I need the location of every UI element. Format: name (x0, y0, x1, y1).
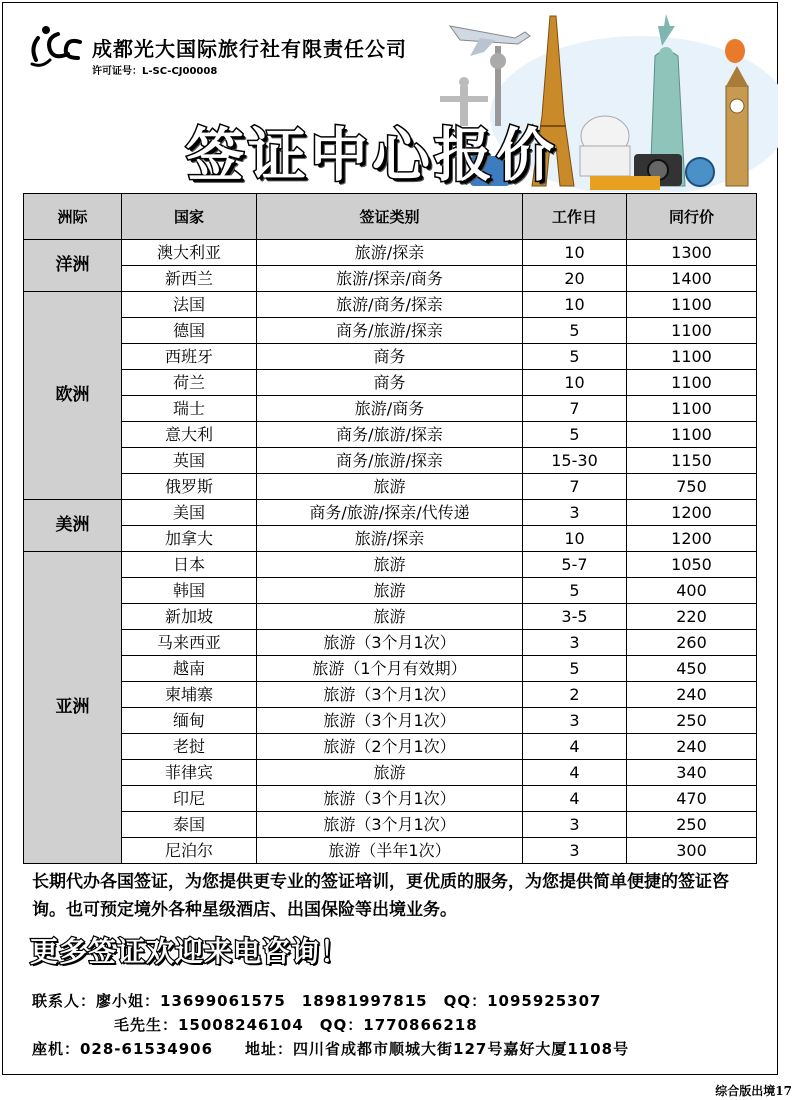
days-cell: 4 (523, 734, 627, 760)
table-row (24, 552, 757, 578)
table-row (24, 526, 757, 552)
country-cell: 法国 (122, 292, 257, 318)
visa-type-cell: 旅游（1个月有效期） (257, 656, 523, 682)
country-cell: 柬埔寨 (122, 682, 257, 708)
days-cell: 10 (523, 526, 627, 552)
days-cell: 10 (523, 240, 627, 266)
visa-type-cell: 旅游 (257, 474, 523, 500)
price-cell: 1400 (627, 266, 757, 292)
continent-cell: 亚洲 (24, 552, 122, 864)
continent-cell: 洋洲 (24, 240, 122, 292)
header-continent: 洲际 (24, 194, 122, 240)
page-title: 签证中心报价 (186, 121, 559, 189)
continent-cell: 美洲 (24, 500, 122, 552)
table-row (24, 240, 757, 266)
price-cell: 1100 (627, 344, 757, 370)
visa-type-cell: 旅游 (257, 760, 523, 786)
country-cell: 老挝 (122, 734, 257, 760)
table-header-row (24, 194, 757, 240)
visa-type-cell: 旅游（半年1次） (257, 838, 523, 864)
header-price: 同行价 (627, 194, 757, 240)
country-cell: 美国 (122, 500, 257, 526)
visa-type-cell: 旅游（3个月1次） (257, 786, 523, 812)
days-cell: 15-30 (523, 448, 627, 474)
country-cell: 尼泊尔 (122, 838, 257, 864)
price-cell: 1100 (627, 396, 757, 422)
table-row (24, 500, 757, 526)
days-cell: 10 (523, 292, 627, 318)
visa-type-cell: 旅游（3个月1次） (257, 708, 523, 734)
days-cell: 3 (523, 500, 627, 526)
price-cell: 1050 (627, 552, 757, 578)
days-cell: 3 (523, 708, 627, 734)
price-cell: 1200 (627, 526, 757, 552)
visa-type-cell: 旅游/探亲 (257, 240, 523, 266)
days-cell: 5 (523, 422, 627, 448)
price-cell: 1100 (627, 318, 757, 344)
price-cell: 1100 (627, 370, 757, 396)
country-cell: 荷兰 (122, 370, 257, 396)
country-cell: 意大利 (122, 422, 257, 448)
visa-type-cell: 旅游 (257, 604, 523, 630)
contact-line-2: 毛先生：15008246104 QQ：1770866218 (114, 1016, 478, 1034)
days-cell: 3 (523, 812, 627, 838)
price-cell: 300 (627, 838, 757, 864)
price-cell: 250 (627, 708, 757, 734)
visa-type-cell: 商务/旅游/探亲 (257, 448, 523, 474)
country-cell: 缅甸 (122, 708, 257, 734)
price-cell: 1100 (627, 422, 757, 448)
price-cell: 470 (627, 786, 757, 812)
page-footer: 综合版出境17 (715, 1084, 792, 1098)
price-cell: 220 (627, 604, 757, 630)
days-cell: 5 (523, 578, 627, 604)
country-cell: 越南 (122, 656, 257, 682)
visa-type-cell: 旅游 (257, 552, 523, 578)
visa-type-cell: 商务 (257, 370, 523, 396)
table-row (24, 448, 757, 474)
visa-type-cell: 商务/旅游/探亲 (257, 422, 523, 448)
visa-type-cell: 旅游/探亲 (257, 526, 523, 552)
price-cell: 1200 (627, 500, 757, 526)
service-description: 长期代办各国签证，为您提供更专业的签证培训，更优质的服务，为您提供简单便捷的签证咨询。也可预定境外各种星级酒店、出国保险等出境业务。 (32, 872, 729, 920)
days-cell: 10 (523, 370, 627, 396)
country-cell: 澳大利亚 (122, 240, 257, 266)
table-row (24, 318, 757, 344)
consult-banner: 更多签证欢迎来电咨询！ (30, 935, 350, 968)
table-row (24, 708, 757, 734)
days-cell: 3-5 (523, 604, 627, 630)
country-cell: 俄罗斯 (122, 474, 257, 500)
contact-line-1: 联系人：廖小姐：13699061575 18981997815 QQ：1095925307 (32, 992, 602, 1010)
country-cell: 马来西亚 (122, 630, 257, 656)
table-row (24, 292, 757, 318)
visa-type-cell: 商务/旅游/探亲 (257, 318, 523, 344)
price-cell: 250 (627, 812, 757, 838)
days-cell: 5 (523, 344, 627, 370)
company-logo-icon (28, 20, 86, 68)
visa-type-cell: 旅游/商务 (257, 396, 523, 422)
days-cell: 20 (523, 266, 627, 292)
table-row (24, 474, 757, 500)
table-row (24, 396, 757, 422)
visa-type-cell: 旅游（3个月1次） (257, 630, 523, 656)
price-cell: 1300 (627, 240, 757, 266)
table-row (24, 734, 757, 760)
days-cell: 2 (523, 682, 627, 708)
days-cell: 7 (523, 396, 627, 422)
country-cell: 瑞士 (122, 396, 257, 422)
price-cell: 400 (627, 578, 757, 604)
days-cell: 7 (523, 474, 627, 500)
visa-type-cell: 商务/旅游/探亲/代传递 (257, 500, 523, 526)
days-cell: 4 (523, 786, 627, 812)
visa-type-cell: 旅游（3个月1次） (257, 812, 523, 838)
table-row (24, 838, 757, 864)
country-cell: 加拿大 (122, 526, 257, 552)
price-cell: 240 (627, 682, 757, 708)
company-name: 成都光大国际旅行社有限责任公司 (92, 37, 407, 61)
table-row (24, 760, 757, 786)
days-cell: 5-7 (523, 552, 627, 578)
price-cell: 260 (627, 630, 757, 656)
table-row (24, 422, 757, 448)
table-row (24, 266, 757, 292)
table-row (24, 370, 757, 396)
table-row (24, 604, 757, 630)
visa-type-cell: 旅游/商务/探亲 (257, 292, 523, 318)
visa-type-cell: 商务 (257, 344, 523, 370)
price-cell: 1100 (627, 292, 757, 318)
header-work-days: 工作日 (523, 194, 627, 240)
country-cell: 德国 (122, 318, 257, 344)
days-cell: 3 (523, 838, 627, 864)
country-cell: 日本 (122, 552, 257, 578)
visa-type-cell: 旅游 (257, 578, 523, 604)
country-cell: 英国 (122, 448, 257, 474)
table-row (24, 812, 757, 838)
price-cell: 340 (627, 760, 757, 786)
header-visa-type: 签证类别 (257, 194, 523, 240)
country-cell: 泰国 (122, 812, 257, 838)
continent-cell: 欧洲 (24, 292, 122, 500)
country-cell: 菲律宾 (122, 760, 257, 786)
visa-type-cell: 旅游（2个月1次） (257, 734, 523, 760)
table-row (24, 786, 757, 812)
table-row (24, 656, 757, 682)
visa-type-cell: 旅游（3个月1次） (257, 682, 523, 708)
days-cell: 5 (523, 318, 627, 344)
table-row (24, 578, 757, 604)
price-cell: 450 (627, 656, 757, 682)
license-number: 许可证号：L-SC-CJ00008 (92, 66, 218, 77)
visa-type-cell: 旅游/探亲/商务 (257, 266, 523, 292)
days-cell: 3 (523, 630, 627, 656)
days-cell: 5 (523, 656, 627, 682)
country-cell: 新西兰 (122, 266, 257, 292)
table-row (24, 344, 757, 370)
table-row (24, 682, 757, 708)
price-cell: 240 (627, 734, 757, 760)
price-cell: 750 (627, 474, 757, 500)
country-cell: 韩国 (122, 578, 257, 604)
country-cell: 新加坡 (122, 604, 257, 630)
table-row (24, 630, 757, 656)
country-cell: 西班牙 (122, 344, 257, 370)
header-country: 国家 (122, 194, 257, 240)
contact-line-3: 座机：028-61534906 地址：四川省成都市顺城大街127号嘉好大厦1108号 (32, 1040, 630, 1058)
visa-price-table (23, 193, 757, 864)
days-cell: 4 (523, 760, 627, 786)
country-cell: 印尼 (122, 786, 257, 812)
price-cell: 1150 (627, 448, 757, 474)
